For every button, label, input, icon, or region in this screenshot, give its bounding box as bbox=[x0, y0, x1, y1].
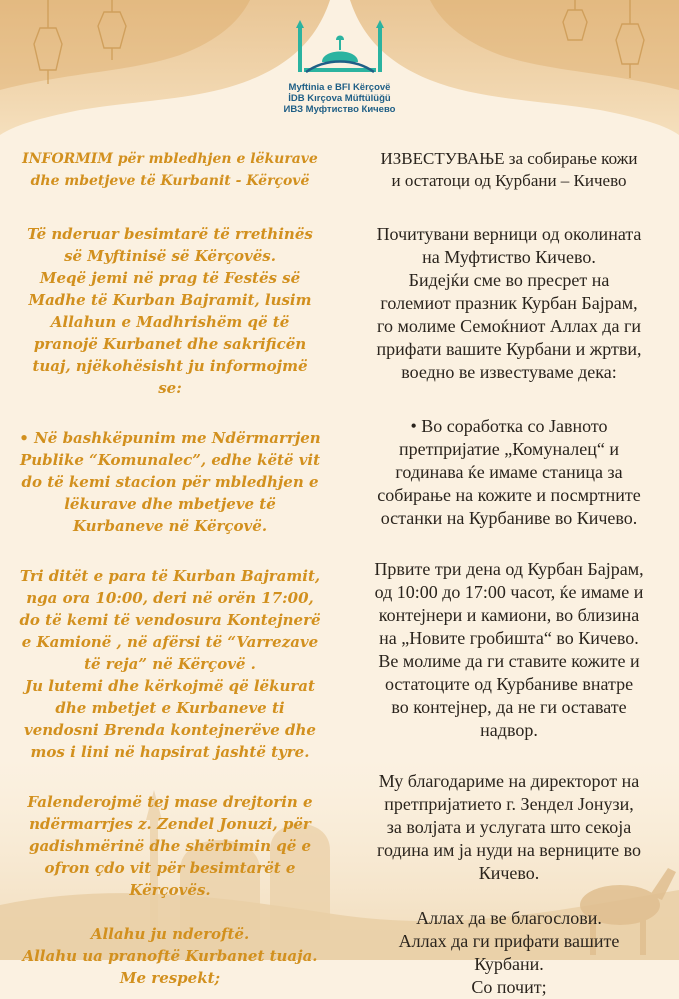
macedonian-title: ИЗВЕСТУВАЊЕ за собирање кожи и остатоци од Курбани – Кичево bbox=[380, 149, 638, 190]
macedonian-greeting: Почитувани верници од околината на Муфтиство Кичево. Бидејќи сме во пресрет на големиот празник Курбан Бајрам, го молиме Семоќниот Аллах да ги прифати вашите Курбани и жртви, воедно ве известуваме дека: bbox=[376, 224, 642, 382]
mosque-logo-icon bbox=[292, 18, 388, 80]
macedonian-cooperation: • Во соработка со Јавното претпријатие „Комуналец“ и годинава ќе имаме станица за собирање на кожите и посмртните останки на Курбаниве во Кичево. bbox=[377, 416, 641, 528]
macedonian-schedule: Првите три дена од Курбан Бајрам, од 10:00 до 17:00 часот, ќе имаме и контејнери и камиони, во близина на „Новите гробишта“ во Кичево. Ве молиме да ги ставите кожите и остатоците од Курбаниве внатре во контејнер, да не ги оставате надвор. bbox=[374, 559, 644, 740]
albanian-thanks: Falenderojmë tej mase drejtorin e ndërmarrjes z. Zendel Jonuzi, për gadishmërinë dhe shërbimin që e ofron çdo vit për besimtarët e Kërçovës. bbox=[27, 793, 313, 899]
albanian-title: INFORMIM për mbledhjen e lëkurave dhe mbetjeve të Kurbanit - Kërçovë bbox=[22, 151, 318, 189]
albanian-schedule: Tri ditët e para të Kurban Bajramit, nga ora 10:00, deri në orën 17:00, do të kemi të vendosura Kontejnerë e Kamionë , në afërsi të “Varrezave të reja” në Kërçovë . Ju lutemi dhe kërkojmë që lëkurat dhe mbetjet e Kurbaneve ti vendosni Brenda kontejnerëve dhe mos i lini në hapsirat jashtë tyre. bbox=[19, 567, 321, 761]
albanian-column bbox=[2, 148, 338, 989]
macedonian-column bbox=[342, 148, 676, 999]
logo-line-turkish: İDB Kırçova Müftülüğü bbox=[288, 93, 391, 104]
macedonian-closing: Аллах да ве благослови. Аллах да ги прифати вашите Курбани. Со почит; bbox=[398, 908, 620, 997]
albanian-cooperation: • Në bashkëpunim me Ndërmarrjen Publike “Komunalec”, edhe këtë vit do të kemi stacion për mbledhjen e lëkurave dhe mbetjeve të Kurbaneve në Kërçovë. bbox=[19, 429, 321, 535]
logo-line-macedonian: ИВЗ Муфтиство Кичево bbox=[283, 104, 396, 115]
albanian-greeting: Të nderuar besimtarë të rrethinës së Myftinisë së Kërçovës. Meqë jemi në prag të Festës së Madhe të Kurban Bajramit, lusim Allahun e Madhrishëm që të pranojë Kurbanet dhe sakrificën tuaj, njëkohësisht ju informojmë se: bbox=[27, 225, 313, 397]
logo-line-albanian: Myftinia e BFI Kërçovë bbox=[288, 82, 391, 93]
macedonian-thanks: Му благодариме на директорот на претпријатието г. Зендел Јонузи, за волјата и услугата што секоја година им ја нуди на верниците во Кичево. bbox=[377, 771, 641, 883]
logo bbox=[0, 18, 679, 130]
albanian-closing: Allahu ju nderoftë. Allahu ua pranoftë Kurbanet tuaja. Me respekt; bbox=[22, 925, 318, 987]
